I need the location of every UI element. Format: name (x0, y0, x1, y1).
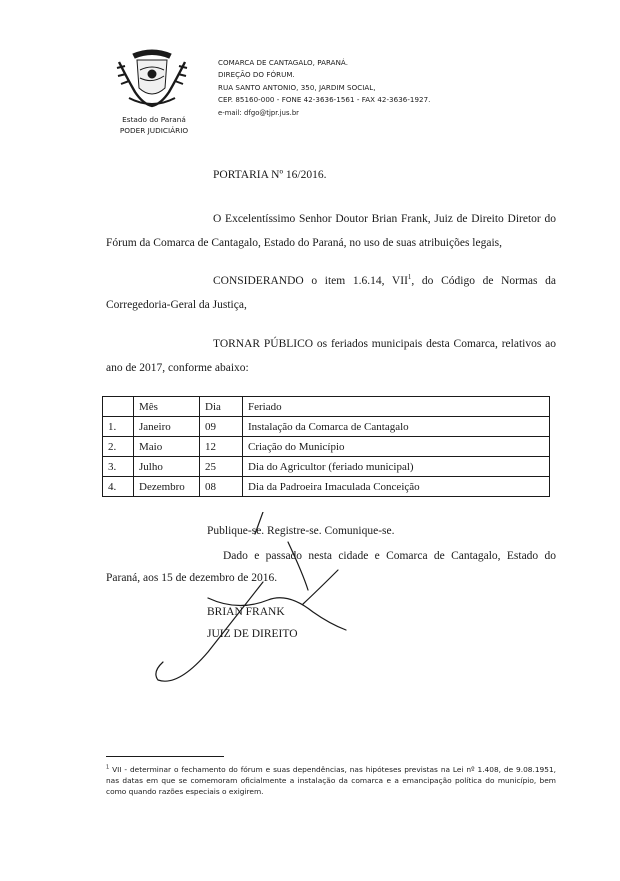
footnote (106, 764, 556, 797)
letterhead-address (218, 57, 430, 119)
table-header-cell: Mês (134, 397, 200, 417)
letterhead-line: COMARCA DE CANTAGALO, PARANÁ. (218, 58, 349, 67)
parana-state-coat-of-arms-icon (113, 48, 191, 112)
considering-text: CONSIDERANDO o item 1.6.14, VII (213, 275, 408, 287)
table-cell: Maio (134, 437, 200, 457)
intro-paragraph: O Excelentíssimo Senhor Doutor Brian Frank, Juiz de Direito Diretor do Fórum da Comarca de Cantagalo, Estado do Paraná, no uso de suas atribuições legais, (106, 213, 556, 249)
table-header-cell: Dia (200, 397, 243, 417)
table-cell: 25 (200, 457, 243, 477)
footnote-mark: 1 (106, 764, 110, 771)
table-cell: 09 (200, 417, 243, 437)
table-cell: 12 (200, 437, 243, 457)
table-row (103, 417, 550, 437)
signer-name: BRIAN FRANK (207, 606, 285, 618)
table-cell: 4. (103, 477, 134, 497)
table-cell: Instalação da Comarca de Cantagalo (243, 417, 550, 437)
letterhead-line: RUA SANTO ANTONIO, 350, JARDIM SOCIAL, (218, 82, 376, 92)
footnote-text: VII - determinar o fechamento do fórum e suas dependências, nas hipóteses previstas na Lei nº 1.408, de 9.08.1951, nas datas em que se comemoram oficialmente a instalação da comarca e a emancipação política do município, bem como quando razões especiais o exigirem. (106, 765, 556, 796)
considering-text-end: , do Código de Normas da Corregedoria-Geral da Justiça, (106, 275, 557, 311)
table-header-row (103, 397, 550, 417)
dated-paragraph: Dado e passado nesta cidade e Comarca de Cantagalo, Estado do Paraná, aos 15 de dezembro de 2016. (106, 550, 556, 584)
footnote-divider (106, 756, 224, 757)
table-header-cell: Feriado (243, 397, 550, 417)
publish-line: Publique-se. Registre-se. Comunique-se. (207, 525, 395, 537)
ordinance-title: PORTARIA Nº 16/2016. (213, 169, 327, 181)
table-row (103, 457, 550, 477)
table-cell: 3. (103, 457, 134, 477)
holiday-table (102, 396, 550, 497)
table-cell: Dezembro (134, 477, 200, 497)
table-cell: Criação do Município (243, 437, 550, 457)
table-cell: 08 (200, 477, 243, 497)
table-row (103, 437, 550, 457)
table-header-cell (103, 397, 134, 417)
letterhead-line: CEP. 85160-000 - FONE 42-3636-1561 - FAX 42-3636-1927. (218, 95, 431, 105)
table-cell: 1. (103, 417, 134, 437)
table-cell: Janeiro (134, 417, 200, 437)
resolve-paragraph: TORNAR PÚBLICO os feriados municipais desta Comarca, relativos ao ano de 2017, conforme abaixo: (106, 338, 556, 374)
table-cell: Dia do Agricultor (feriado municipal) (243, 457, 550, 477)
table-cell: Julho (134, 457, 200, 477)
considering-paragraph (106, 269, 556, 317)
state-name: Estado do Paraná (122, 115, 186, 124)
letterhead-email: e-mail: dfgo@tjpr.jus.br (218, 108, 300, 117)
table-row (103, 477, 550, 497)
letterhead-line: DIREÇÃO DO FÓRUM. (218, 70, 295, 80)
table-cell: 2. (103, 437, 134, 457)
footnote-reference: 1 (407, 273, 412, 282)
judicial-branch: PODER JUDICIÁRIO (119, 126, 189, 135)
signer-role: JUIZ DE DIREITO (207, 628, 298, 640)
handwritten-signature (138, 512, 368, 692)
table-cell: Dia da Padroeira Imaculada Conceição (243, 477, 550, 497)
